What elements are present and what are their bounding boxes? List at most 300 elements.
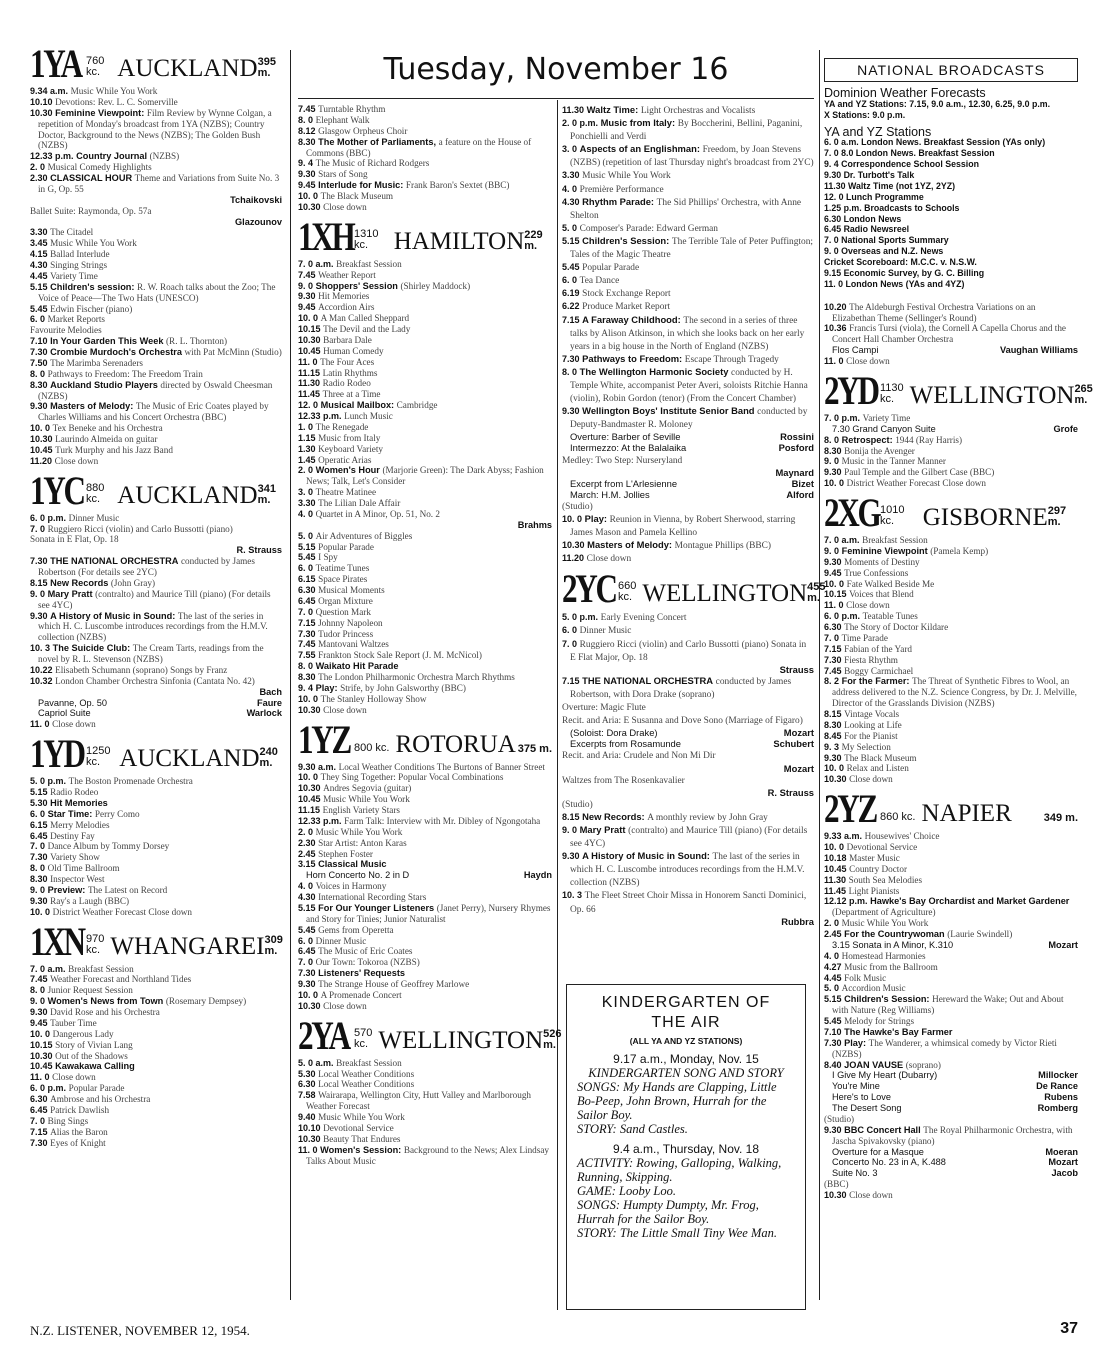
station-wavelength: 526 m. (543, 1027, 562, 1051)
programme-entry (824, 446, 1078, 457)
programme-time: 8.45 (824, 730, 842, 741)
programme-entry (562, 500, 814, 513)
programme-time: 6.45 (298, 595, 316, 606)
programme-entry (298, 1079, 552, 1090)
programme-time: 1. 0 (298, 421, 314, 432)
programme-entry (824, 413, 1078, 424)
programme-details: Light Orchestras and Vocalists (640, 106, 756, 116)
programme-details: District Weather Forecast Close down (846, 478, 987, 489)
programme-time: 2.30 (30, 173, 48, 183)
programme-time: 11. 0 (298, 1144, 318, 1155)
programme-details: Keyboard Variety (318, 443, 383, 454)
programme-time: 2.45 (298, 848, 316, 859)
programme-time: 6. 0 (30, 808, 46, 819)
column-4-list (824, 301, 1093, 1201)
programme-details: Musical Comedy Highlights (47, 162, 152, 173)
station-wavelength: 240 m. (259, 746, 278, 770)
programme-work: Concerto No. 23 in A, K.488 (832, 1157, 946, 1168)
programme-credit-line (824, 1081, 1078, 1092)
programme-composer: Rubens (1044, 1092, 1078, 1103)
programme-title: Listeners' Requests (318, 968, 406, 979)
programme-details: Popular Parade (318, 541, 374, 552)
programme-entry (30, 863, 282, 874)
programme-time: 6.45 (30, 1104, 48, 1115)
programme-entry (30, 820, 282, 831)
programme-details: The Black Museum (844, 752, 917, 763)
programme-entry (30, 151, 282, 162)
programme-entry (298, 629, 552, 640)
programme-time: 10. 0 (30, 1028, 51, 1039)
programme-entry (30, 162, 282, 173)
programme-details: Devotional Service (323, 1122, 394, 1133)
programme-details: The Royal Philharmonic Orchestra, with Jascha Spivakovsky (piano) (832, 1124, 1073, 1146)
station-call-sign: 1YC (30, 467, 84, 513)
programme-time: 12.33 p.m. (298, 411, 342, 421)
programme-time: 7.30 (30, 852, 48, 863)
programme-details: David Rose and his Orchestra (50, 1007, 160, 1017)
programme-entry (298, 683, 552, 694)
programme-details: Dinner Music (579, 626, 632, 637)
programme-time: 9.30 (824, 467, 842, 478)
programme-details: Recit. and Aria: Crudele and Non Mi Dir (562, 751, 716, 762)
programme-entry (562, 261, 814, 274)
programme-details: Mantovani Waltzes (318, 639, 389, 650)
programme-details: A Promenade Concert (320, 989, 402, 1000)
programme-details: Breakfast Session (862, 535, 928, 545)
programme-entry (562, 850, 814, 889)
programme-details: The Lilian Dale Affair (318, 498, 401, 508)
programme-time: 9. 4 (298, 682, 314, 693)
programme-time: 9.40 (298, 1112, 316, 1122)
national-item: 12. 0 Lunch Programme (824, 191, 924, 202)
programme-entry (824, 962, 1078, 973)
programme-entry (30, 369, 282, 380)
station-call-sign: 1YZ (298, 716, 350, 762)
programme-composer: Millocker (1038, 1070, 1078, 1081)
kindergarten-title-2: THE AIR (651, 1014, 721, 1031)
programme-entry (298, 607, 552, 618)
programme-details: London Chamber Orchestra Sinfonia (Cantata No. 42) (55, 675, 255, 686)
national-item: 6.45 Radio Newsreel (824, 224, 910, 235)
programme-details: Close down (323, 201, 367, 212)
programme-title: Mary Pratt (579, 823, 626, 835)
programme-entry (824, 1190, 1078, 1201)
programme-credit-line (30, 708, 282, 719)
column-rule (819, 50, 820, 1300)
programme-title: A Faraway Childhood: (582, 313, 681, 325)
programme-entry (824, 720, 1078, 731)
programme-details: Air Adventures of Biggles (315, 530, 413, 541)
station-frequency: 1310 kc. (354, 228, 379, 251)
column-1 (30, 40, 282, 1148)
programme-time: 5.45 (824, 1016, 842, 1026)
programme-entry (30, 227, 282, 238)
programme-entry (30, 1061, 282, 1072)
programme-details: (R. L. Thornton) (166, 336, 228, 347)
programme-entry (298, 509, 552, 520)
programme-details: My Selection (841, 741, 891, 752)
programme-details: Early Evening Concert (600, 613, 687, 624)
programme-entry (298, 794, 552, 805)
programme-entry (298, 498, 552, 509)
programme-entry (298, 705, 552, 716)
programme-details: Vintage Vocals (844, 709, 900, 719)
programme-entry (30, 787, 282, 798)
programme-time: 8.30 (298, 136, 316, 147)
programme-entry (30, 578, 282, 589)
programme-time: 4. 0 (562, 183, 578, 194)
programme-details: Edwin Fischer (piano) (50, 303, 133, 314)
programme-details: Escape Through Tragedy (684, 354, 779, 365)
kindergarten-line: SONGS: My Hands are Clapping, Little Bo-Peep, John Brown, Hurrah for the Sailor Boy. (577, 1080, 777, 1122)
programme-time: 4.15 (30, 249, 48, 260)
programme-title: Preview: (47, 884, 86, 895)
programme-time: 6. 0 p.m. (824, 611, 861, 622)
programme-details: Story of Vivian Lang (55, 1039, 133, 1050)
programme-details: Wairarapa, Wellington City, Hutt Valley and Marlborough Weather Forecast (306, 1090, 532, 1112)
programme-time: 5. 0 a.m. (298, 1057, 334, 1068)
programme-entry (824, 918, 1078, 929)
programme-entry (824, 929, 1078, 940)
programme-title: Auckland Studio Players (50, 379, 158, 390)
programme-entry (30, 719, 282, 730)
programme-composer: Warlock (246, 708, 282, 719)
programme-time: 11. 0 (30, 719, 50, 730)
programme-time: 7.15 (562, 314, 580, 325)
programme-entry (30, 643, 282, 665)
programme-title: For Our Younger Listeners (318, 902, 435, 913)
programme-title: Children's session: (50, 281, 135, 292)
programme-details: Stars of Song (318, 169, 368, 180)
programme-details: Destiny Fay (50, 830, 95, 841)
programme-details: Perry Como (94, 808, 140, 819)
programme-composer: Mozart (1048, 1157, 1078, 1168)
programme-entry (298, 158, 552, 169)
programme-time: 10.30 (30, 107, 53, 118)
programme-entry (824, 589, 1078, 600)
programme-time: 10. 0 (562, 514, 583, 524)
programme-details: Close down (323, 704, 367, 715)
programme-details: Three at a Time (322, 389, 381, 400)
programme-time: 5.45 (298, 924, 316, 935)
programme-details: The Strange House of Geoffrey Marlowe (318, 979, 470, 989)
programme-details: Country Doctor (849, 863, 908, 874)
programme-title: New Records (50, 577, 109, 588)
programme-details: The Stanley Holloway Show (320, 693, 427, 704)
programme-details: with Pat McMinn (Studio) (184, 347, 282, 357)
programme-details: Our Town: Tokoroa (NZBS) (315, 957, 420, 968)
national-subheading: Dominion Weather Forecasts (824, 85, 986, 100)
programme-work: The Desert Song (832, 1103, 902, 1113)
programme-time: 7.10 (824, 1026, 842, 1037)
station-city: WELLINGTON (642, 580, 808, 608)
programme-details: Music from the Ballroom (844, 961, 938, 972)
programme-entry (298, 357, 552, 368)
programme-entry (30, 1094, 282, 1105)
programme-entry (562, 405, 814, 431)
programme-time: 11.45 (298, 389, 321, 400)
programme-time: 9. 0 (30, 996, 46, 1007)
programme-time: 10.15 (824, 589, 847, 600)
programme-time: 9. 0 (824, 456, 840, 467)
programme-time: 5.15 (30, 281, 48, 292)
programme-entry (824, 633, 1078, 644)
programme-time: 6.15 (298, 574, 316, 585)
programme-entry (30, 86, 282, 97)
station-header (298, 213, 552, 259)
programme-details: Strife, by John Galsworthy (BBC) (340, 682, 466, 693)
national-item: 6.30 London News (824, 213, 902, 224)
programme-title: The Hawke's Bay Farmer (844, 1026, 953, 1037)
programme-time: 7.45 (824, 665, 842, 676)
programme-time: 5.15 (30, 787, 48, 797)
programme-details: Music While You Work (70, 86, 158, 96)
programme-details: (Rosemary Dempsey) (165, 996, 247, 1007)
programme-entry (298, 1123, 552, 1134)
programme-time: 11. 0 (824, 600, 844, 611)
programme-time: 10.30 (824, 774, 847, 785)
programme-time: 9. 0 (562, 824, 578, 835)
programme-details: Musical Moments (318, 585, 385, 595)
programme-entry (562, 300, 814, 313)
programme-details: Accordion Airs (318, 302, 375, 313)
programme-entry (824, 951, 1078, 962)
station-header (30, 918, 283, 964)
programme-details: Eyes of Knight (50, 1137, 106, 1148)
station-frequency: 1010 kc. (880, 504, 905, 528)
programme-details: Recit. and Aria: E Susanna and Dove Sono (Marriage of Figaro) (562, 716, 803, 727)
programme-time: 10. 0 (824, 478, 845, 489)
programme-details: Freedom, by Joan Stevens (NZBS) (repetition of last Thursday night's broadcast from 2YC) (570, 145, 814, 169)
programme-entry (30, 173, 282, 195)
national-item: 11.30 Waltz Time (not 1YZ, 2YZ) (824, 180, 956, 191)
programme-entry (298, 191, 552, 202)
programme-details: Close down (849, 774, 893, 785)
programme-details: Andres Segovia (guitar) (323, 783, 412, 794)
programme-time: 10.10 (30, 96, 53, 107)
programme-time: 10.30 (824, 1190, 847, 1200)
programme-entry (824, 1125, 1078, 1147)
programme-time: 9.30 (298, 979, 316, 989)
programme-work: Horn Concerto No. 2 in D (306, 870, 410, 881)
programme-details: Tauber Time (50, 1017, 97, 1028)
programme-time: 8.30 (30, 874, 48, 884)
programme-details: conducted by James Robertson, with Dora Drake (soprano) (570, 676, 792, 700)
programme-title: Women's News from Town (47, 996, 164, 1007)
programme-composer: Romberg (1037, 1103, 1078, 1113)
programme-entry (298, 1058, 552, 1069)
programme-entry (562, 287, 814, 300)
programme-entry (298, 957, 552, 968)
programme-details: The Black Museum (320, 191, 394, 201)
programme-details: Organ Mixture (318, 595, 373, 606)
programme-details: Gems from Operetta (318, 924, 394, 935)
programme-composer: Glazounov (235, 216, 282, 227)
programme-title: CLASSICAL HOUR (50, 173, 133, 183)
programme-time: 8.15 (30, 577, 48, 588)
programme-details: Fate Walked Beside Me (846, 578, 935, 589)
programme-entry (30, 380, 282, 402)
programme-time: 8. 0 (298, 661, 314, 672)
programme-composer: Rubbra (781, 915, 814, 927)
programme-composer: Rossini (780, 431, 814, 443)
programme-details: (soprano) (905, 1059, 941, 1070)
programme-entry (562, 701, 814, 714)
programme-details: Dinner Music (315, 935, 367, 946)
programme-time: 7.55 (298, 650, 316, 661)
programme-time: 4. 0 (824, 950, 840, 961)
programme-entry (298, 552, 552, 563)
kindergarten-box (566, 984, 806, 1310)
programme-credit-line (562, 664, 814, 675)
programme-entry (298, 881, 552, 892)
programme-entry (30, 401, 282, 423)
programme-details: Singing Strings (50, 260, 108, 270)
programme-title: The Mother of Parliaments, (318, 136, 437, 147)
programme-entry (30, 874, 282, 885)
programme-title: Classical Music (318, 859, 387, 870)
programme-time: 11.15 (298, 367, 321, 378)
programme-details: Dangerous Lady (52, 1028, 114, 1039)
programme-time: 9.30 (30, 401, 48, 412)
programme-time: 7. 0 a.m. (298, 258, 334, 269)
programme-entry (824, 1179, 1078, 1190)
programme-composer: Maynard (775, 466, 814, 478)
programme-details: Stephen Foster (318, 848, 373, 859)
programme-details: The Latest on Record (87, 884, 168, 895)
programme-time: 3. 0 (562, 144, 578, 155)
programme-title: Musical Mailbox: (320, 400, 395, 411)
programme-time: 4.45 (824, 972, 842, 983)
programme-details: Close down (586, 554, 632, 565)
programme-details: (Laurie Swindell) (947, 929, 1013, 939)
programme-time: 8.30 (30, 379, 48, 390)
programme-details: Farm Talk: Interview with Mr. Dibley of Ngongotaha (344, 815, 541, 826)
programme-entry (824, 973, 1078, 984)
programme-time: 7.30 (30, 1137, 48, 1148)
programme-title: A History of Music in Sound: (50, 610, 176, 621)
programme-composer: Schubert (773, 738, 814, 750)
programme-entry (562, 366, 814, 405)
programme-entry (30, 589, 282, 611)
programme-time: 11. 0 (30, 1072, 50, 1083)
programme-details: Close down (54, 455, 99, 466)
programme-entry (824, 1038, 1078, 1060)
footer-credit: N.Z. LISTENER, NOVEMBER 12, 1954. (30, 1323, 250, 1338)
programme-entry (30, 108, 282, 152)
programme-entry (562, 104, 814, 117)
programme-title: Feminine Viewpoint (841, 545, 928, 556)
programme-time: 5.15 (562, 235, 580, 246)
programme-entry (30, 1116, 282, 1127)
programme-details: Accordion Music (841, 983, 906, 994)
programme-composer: Mozart (783, 727, 814, 739)
programme-entry (824, 709, 1078, 720)
programme-entry (298, 1090, 552, 1112)
national-item: 1.25 p.m. Broadcasts to Schools (824, 202, 960, 213)
programme-credit-line (562, 489, 814, 500)
programme-entry (824, 435, 1078, 446)
programme-entry (30, 260, 282, 271)
programme-entry (562, 811, 814, 824)
programme-time: 7. 0 (298, 957, 314, 968)
programme-details: Stock Exchange Report (582, 289, 671, 300)
programme-title: Waltz Time: (586, 104, 639, 115)
programme-details: Out of the Shadows (55, 1050, 128, 1061)
programme-entry (298, 1069, 552, 1080)
programme-entry (298, 859, 552, 870)
page-number: 37 (1060, 1320, 1078, 1337)
programme-title: Mary Pratt (47, 588, 93, 599)
programme-time: 10.22 (30, 664, 53, 675)
programme-time: 4. 0 (298, 508, 314, 519)
programme-details: Première Performance (579, 184, 664, 195)
programme-time: 8. 0 (562, 366, 578, 377)
station-header (298, 1012, 562, 1058)
programme-entry (824, 323, 1078, 345)
programme-composer: Tchaikovski (230, 194, 282, 205)
station-call-sign: 2XG (824, 490, 880, 535)
programme-entry (30, 456, 282, 467)
programme-time: 8.30 (298, 672, 316, 682)
programme-details: District Weather Forecast Close down (52, 906, 193, 917)
programme-time: 8. 0 (30, 368, 46, 379)
programme-credit-line (562, 727, 814, 738)
programme-time: 7.30 (30, 347, 48, 357)
programme-entry (298, 270, 552, 281)
programme-time: 8. 0 (30, 863, 46, 874)
programme-entry (30, 336, 282, 347)
programme-entry (298, 1001, 552, 1012)
station-city: NAPIER (921, 800, 1012, 828)
programme-time: 6.30 (30, 1094, 48, 1104)
programme-credit-line (824, 424, 1078, 435)
programme-details: (Shirley Maddock) (400, 280, 471, 291)
programme-details: Melody for Strings (844, 1016, 915, 1026)
programme-time: 9.30 (30, 1007, 48, 1017)
programme-details: International Recording Stars (318, 892, 427, 902)
programme-details: Local Weather Conditions (318, 1079, 415, 1090)
programme-details: Radio Rodeo (322, 378, 371, 389)
programme-time: 7.30 (824, 1037, 842, 1048)
programme-entry (562, 117, 814, 143)
programme-time: 4.30 (30, 260, 48, 270)
programme-entry (30, 238, 282, 249)
programme-time: 1.15 (298, 432, 316, 443)
programme-time: 10. 0 (298, 989, 319, 1000)
programme-details: South Sea Melodies (848, 874, 923, 885)
programme-entry (824, 1016, 1078, 1027)
programme-entry (30, 841, 282, 852)
programme-entry (298, 892, 552, 903)
programme-entry (824, 875, 1078, 886)
programme-details: Teatable Tunes (862, 611, 918, 622)
programme-entry (562, 774, 814, 787)
programme-work: Overture for a Masque (832, 1146, 924, 1157)
programme-time: 1.45 (298, 454, 316, 465)
programme-entry (298, 762, 552, 773)
programme-details: Bing Sings (47, 1115, 89, 1126)
programme-details: Space Pirates (318, 574, 368, 585)
programme-time: 8. 0 (30, 985, 46, 996)
programme-entry (298, 180, 552, 191)
programme-time: 11.45 (824, 885, 847, 896)
programme-time: 3.15 (298, 859, 316, 870)
programme-time: 11.30 (298, 378, 321, 389)
programme-entry (824, 774, 1078, 785)
programme-time: 6. 0 (30, 314, 46, 325)
programme-time: 9.30 a.m. (298, 761, 337, 772)
